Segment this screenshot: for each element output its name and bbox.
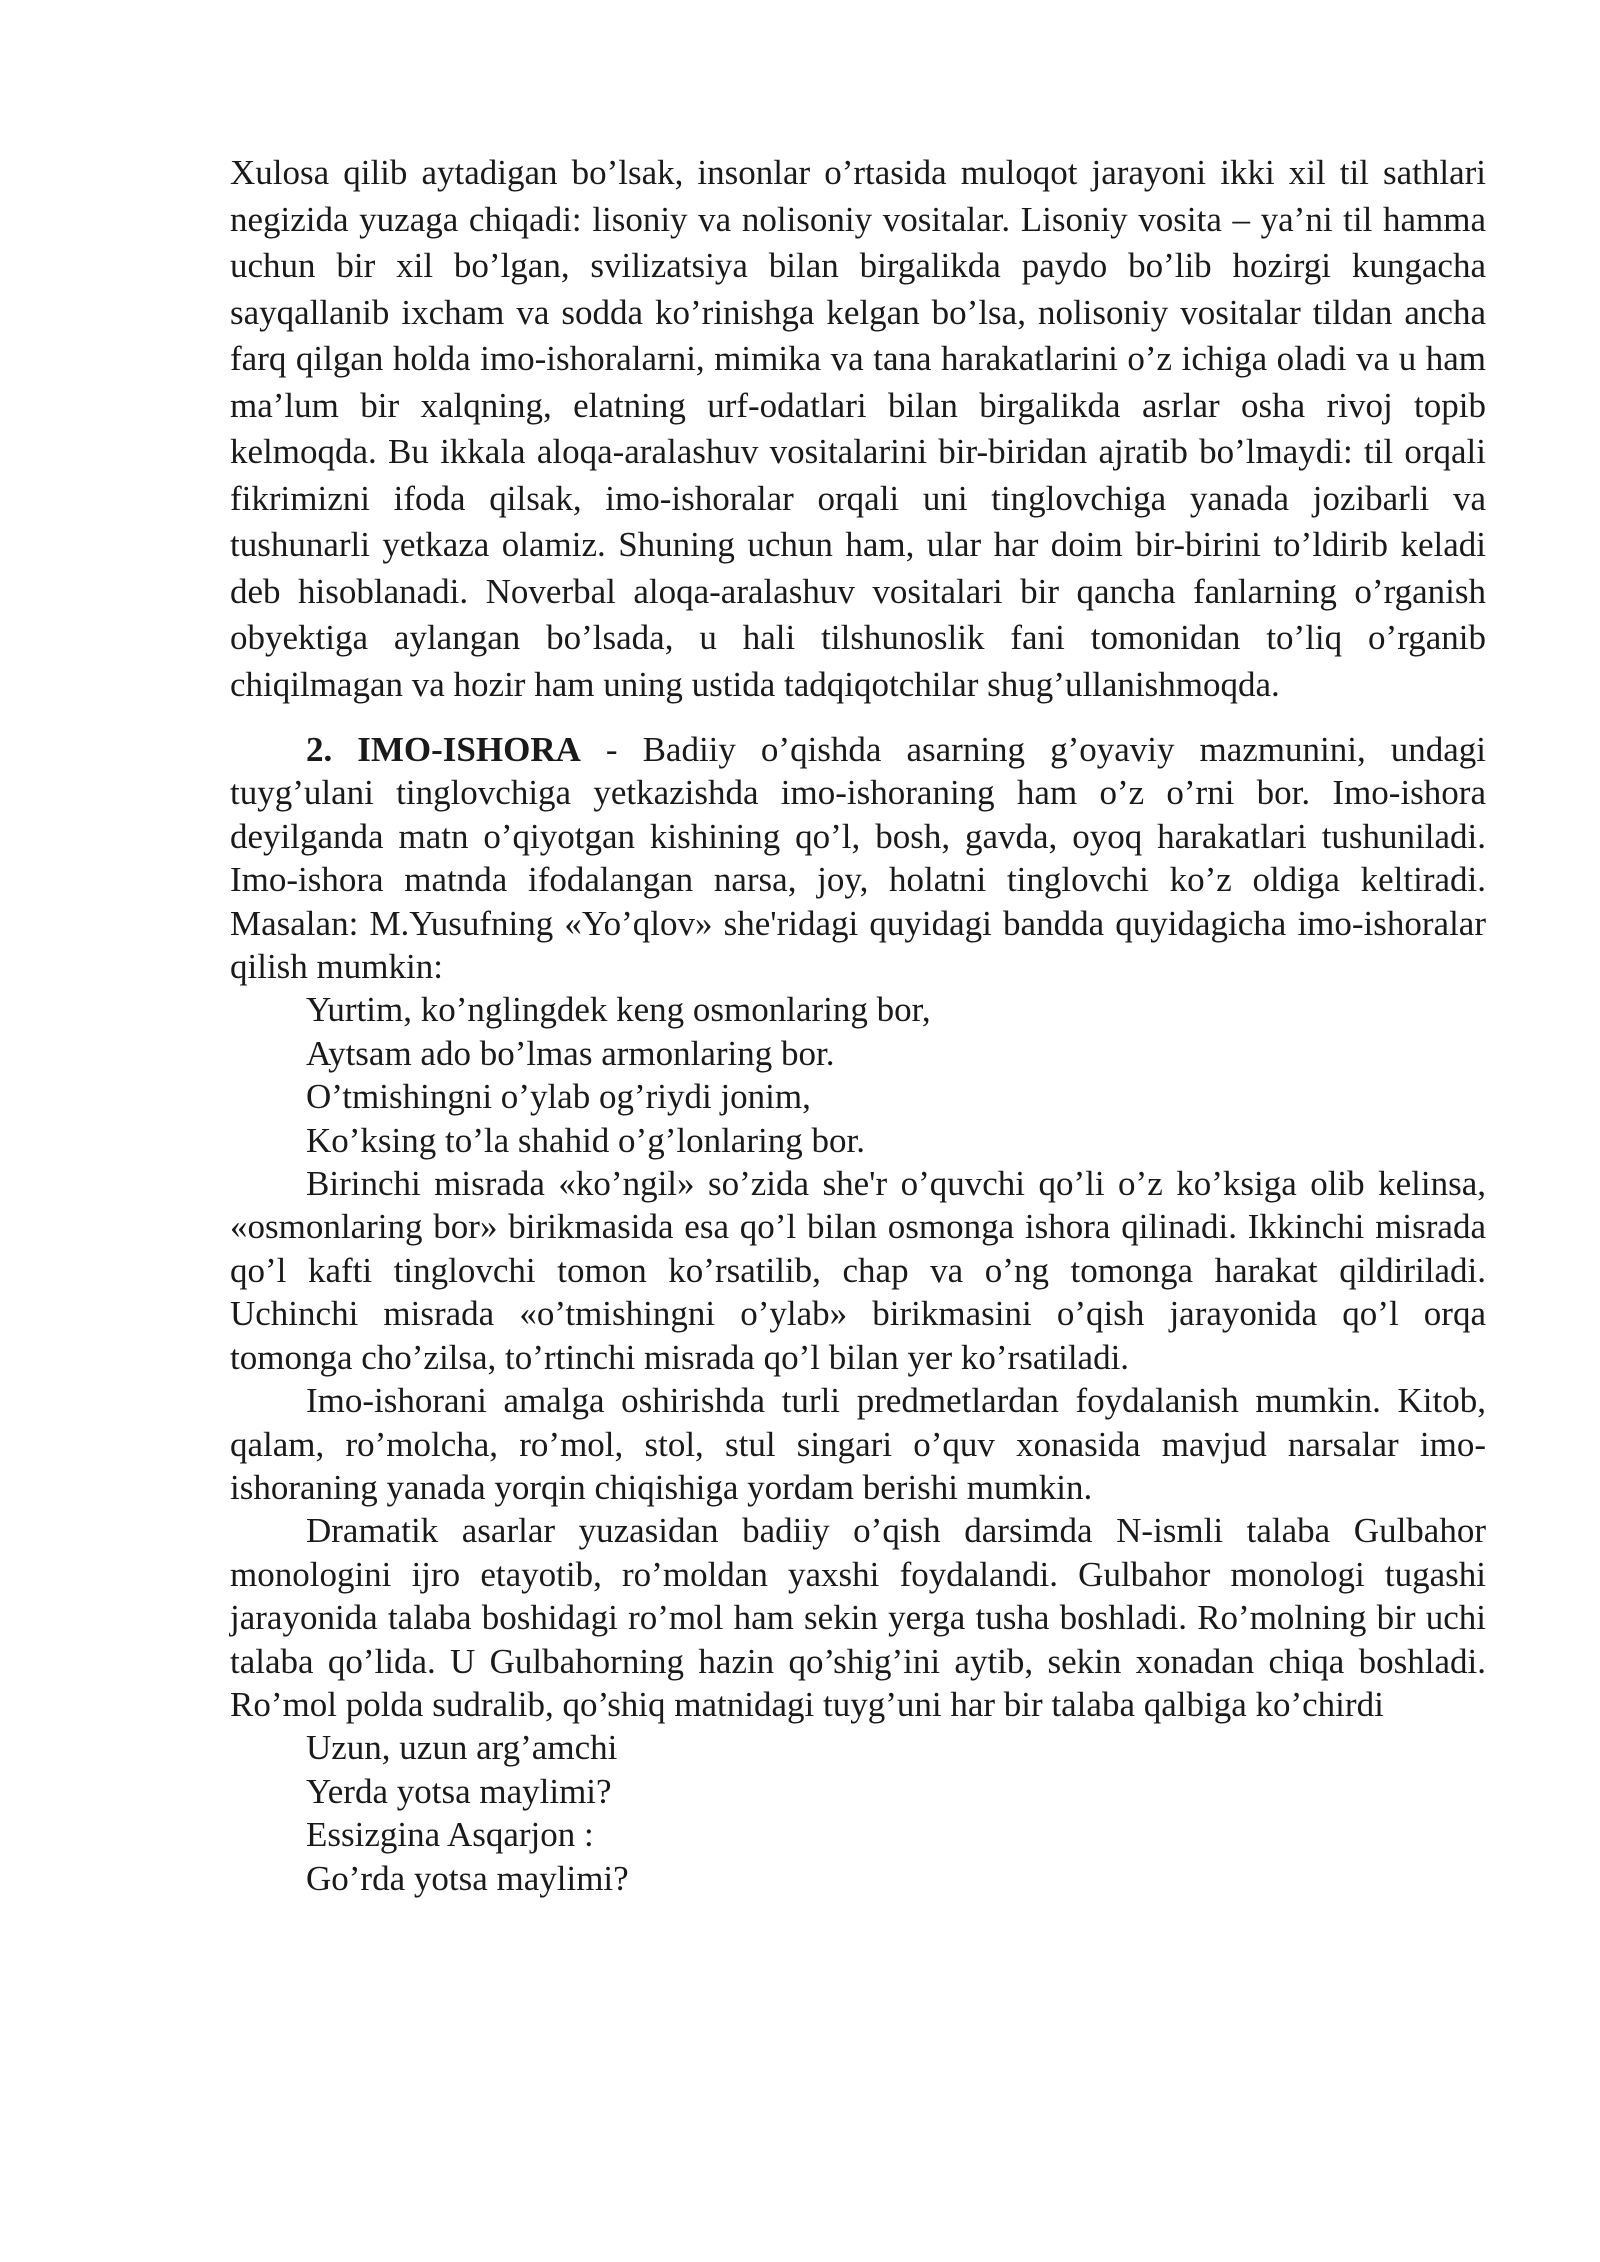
paragraph-example: Dramatik asarlar yuzasidan badiiy o’qish darsimda N-ismli talaba Gulbahor monologini ijro etayotib, ro’moldan yaxshi foydalandi. Gulbahor monologi tugashi jarayonida talaba boshidagi ro’mol ham sekin yerga tusha boshladi. Ro’molning bir uchi talaba qo’lida. U Gulbahorning hazin qo’shig’ini aytib, sekin xonadan chiqa boshladi. Ro’mol polda sudralib, qo’shiq matnidagi tuyg’uni har bir talaba qalbiga ko’chirdi: [230, 1511, 1486, 1724]
poem-yoqlov: [230, 988, 1486, 1162]
section-imo-ishora-intro: [230, 728, 1486, 988]
paragraph-props: Imo-ishorani amalga oshirishda turli predmetlardan foydalanish mumkin. Kitob, qalam, ro’molcha, ro’mol, stol, stul singari o’quv xonasida mavjud narsalar imo-ishoraning yanada yorqin chiqishiga yordam berishi mumkin.: [230, 1381, 1486, 1507]
section-intro-text: - Badiiy o’qishda asarning g’oyaviy mazmunini, undagi tuyg’ulani tinglovchiga yetkazishda imo-ishoraning ham o’z o’rni bor. Imo-ishora deyilganda matn o’qiyotgan kishining qo’l, bosh, gavda, oyoq harakatlari tushuniladi. Imo-ishora matnda ifodalangan narsa, joy, holatni tinglovchi ko’z oldiga keltiradi. Masalan: M.Yusufning «Yo’qlov» she'ridagi quyidagi bandda quyidagicha imo-ishoralar qilish mumkin:: [230, 730, 1486, 987]
poem-line: Aytsam ado bo’lmas armonlaring bor.: [306, 1033, 835, 1073]
poem-line: Essizgina Asqarjon :: [306, 1815, 594, 1855]
paragraph-gesture-analysis: Birinchi misrada «ko’ngil» so’zida she'r o’quvchi qo’li o’z ko’ksiga olib kelinsa, «osmonlaring bor» birikmasida esa qo’l bilan osmonga ishora qilinadi. Ikkinchi misrada qo’l kafti tinglovchi tomon ko’rsatilib, chap va o’ng tomonga harakat qildiriladi. Uchinchi misrada «o’tmishingni o’ylab» birikmasini o’qish jarayonida qo’l orqa tomonga cho’zilsa, to’rtinchi misrada qo’l bilan yer ko’rsatiladi.: [230, 1164, 1486, 1377]
section-heading: 2. IMO-ISHORA: [306, 730, 581, 769]
paragraph-conclusion: Xulosa qilib aytadigan bo’lsak, insonlar o’rtasida muloqot jarayoni ikki xil til sathlari negizida yuzaga chiqadi: lisoniy va nolisoniy vositalar. Lisoniy vosita – ya’ni til hamma uchun bir xil bo’lgan, svilizatsiya bilan birgalikda paydo bo’lib hozirgi kungacha sayqallanib ixcham va sodda ko’rinishga kelgan bo’lsa, nolisoniy vositalar tildan ancha farq qilgan holda imo-ishoralarni, mimika va tana harakatlarini o’z ichiga oladi va u ham ma’lum bir xalqning, elatning urf-odatlari bilan birgalikda asrlar osha rivoj topib kelmoqda. Bu ikkala aloqa-aralashuv vositalarini bir-biridan ajratib bo’lmaydi: til orqali fikrimizni ifoda qilsak, imo-ishoralar orqali uni tinglovchiga yanada jozibarli va tushunarli yetkaza olamiz. Shuning uchun ham, ular har doim bir-birini to’ldirib keladi deb hisoblanadi. Noverbal aloqa-aralashuv vositalari bir qancha fanlarning o’rganish obyektiga aylangan bo’lsada, u hali tilshunoslik fani tomonidan to’liq o’rganib chiqilmagan va hozir ham uning ustida tadqiqotchilar shug’ullanishmoqda.: [230, 153, 1486, 704]
document-page: [230, 150, 1486, 1900]
poem-line: Go’rda yotsa maylimi?: [306, 1858, 629, 1898]
poem-line: Yurtim, ko’nglingdek keng osmonlaring bor,: [306, 990, 931, 1030]
poem-line: Ko’ksing to’la shahid o’g’lonlaring bor.: [306, 1120, 865, 1160]
poem-line: O’tmishingni o’ylab og’riydi jonim,: [306, 1077, 811, 1117]
poem-line: Yerda yotsa maylimi?: [306, 1771, 612, 1811]
poem-line: Uzun, uzun arg’amchi: [306, 1728, 618, 1768]
poem-gulbahor: [230, 1726, 1486, 1900]
